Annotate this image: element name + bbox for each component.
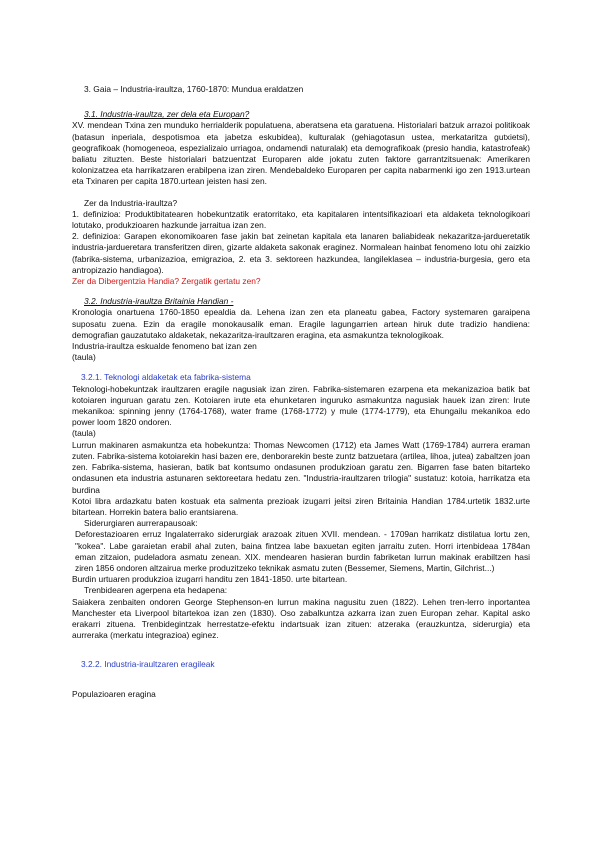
- section-3-2-1-paragraph-3: Kotoi libra ardazkatu baten kostuak eta salmenta prezioak izugarri jeitsi ziren Britainia Handian 1784.urtetik 1832.urte bitartean. Horrekin batera balio erantsiarena.: [72, 495, 530, 517]
- railway-subheading: Trenbidearen agerpena eta hedapena:: [84, 585, 228, 596]
- siderurgy-paragraph: Deforestazioaren erruz Ingalaterrako siderurgiak arazoak zituen XVII. mendean. - 1709an harrikatz distilatua lortu zen, "kokea". Labe garaietan erabil ahal zuten, baina fintzea labe baxuetan egiten jarraitu zuten. Horri irtenbideaa 1784an eman zitzaion, pudeladora asmatu zenean. XIX. mendearen hasieran burdin fabriketan lurrun makinak erabiltzen hasi ziren 1856 ondoren altzairua merke produzitzeko teknikak asmatu zuten (Bessemer, Siemens, Martin, Gilchrist...): [75, 529, 530, 573]
- railway-paragraph: Saiakera zenbaiten ondoren George Stephenson-en lurrun makina nagusitu zuen (1822). Lehen tren-lerro inportantea Manchester eta Liverpool bitartekoa izan zen (1830). Oso zabalkuntza azkarra izan zuen Europan zehar. Kapital asko erakarri zituena. Trenbidegintzak herrestatze-efektu indartsuak izan zituen: atzeraka (erauzkuntza, siderurgia) eta aurreraka (merkatu integrazioa) eginez.: [72, 596, 530, 641]
- section-3-1-paragraph: XV. mendean Txina zen munduko herrialderik populatuena, aberatsena eta garatuena. Historialari batzuk arrazoi politikoak (batasun inperiala, despotismoa eta jabetza eskubidea), kulturalak (gehiagotasun ustea, merkataritza gutxietsi), geografikoak (homogeneoa, espezializaio urriagoa, ondamendi naturalak) eta demografikoak (presio handia, katastrofeak) baliatu zituzten. Beste historialari batzuentzat Europaren alde jokatu zuten faktore garrantzitsuenak: Amerikaren kolonizatzea eta harrikatzaren erabilpena izan ziren. Mendebaldeko Europaren per capita nabarmenki igo zen 1913.urtean eta Txinaren per capita 1870.urtean jeisten hasi zen.: [72, 120, 530, 187]
- question-heading: Zer da Industria-iraultza?: [84, 197, 178, 208]
- section-3-2-1-paragraph-2: Lurrun makinaren asmakuntza eta hobekuntza: Thomas Newcomen (1712) eta James Watt (1769-1784) aurrera eraman zuten. Fabrika-sistema kotoiarekin hasi bazen ere, denborarekin beste zuntz batzuetara (artilea, lihoa, jutea) zabaltzen joan zen. Fabrika-sistema, hasieran, batik bat kontsumo ondasunen produkzioan garatu zen. Bigarren fase baten bitarteko ondasunen eta industria astunaren sektoreetara hedatu zen. "Industria-iraultzaren trilogia" sustatuz: kotoia, harrikatza eta burdina: [72, 439, 530, 495]
- population-subheading: Populazioaren eragina: [72, 688, 156, 699]
- definition-2: 2. definizioa: Garapen ekonomikoaren fase jakin bat zeinetan kapitala eta lanaren baliabideak nekazaritza-jardueretatik industria-jardueretara transferitzen diren, gizarte aldaketa sakonak eraginez. Normalean hainbat fenomeno lotu ohi zaizkio (fabrika-sistema, urbanizazioa, emigrazioa, 2. eta 3. sektoreen hazkundea, langileklasea – industria-burgesia, gero eta antropizazio handiagoa).: [72, 231, 530, 275]
- section-3-2-line: Industria-iraultza eskualde fenomeno bat izan zen: [72, 341, 257, 352]
- definition-1: 1. definizioa: Produktibitatearen hobekuntzatik eratorritako, eta kapitalaren intentsifikazioari eta aldaketa teknologikoari lotutako, produkzioaren hazkunde jarraitua izan zen.: [72, 208, 530, 231]
- chapter-title: 3. Gaia – Industria-iraultza, 1760-1870: Mundua eraldatzen: [84, 84, 304, 94]
- section-3-2-paragraph: Kronologia onartuena 1760-1850 epealdia da. Lehena izan zen eta planeatu gabea, Factory systemaren garaipena suposatu zuena. Ezin da eragile monokausalik eman. Eragile lagungarrien artean hiruk dute tradizio handiena: demografian gauzatutako aldaketak, nekazaritza-iraultzaren eragina, eta asmakuntza teknologikoak.: [72, 307, 530, 340]
- siderurgy-subheading: Siderurgiaren aurrerapausoak:: [84, 518, 198, 529]
- section-3-2-2-heading: 3.2.2. Industria-iraultzaren eragileak: [81, 659, 215, 670]
- document-body: [72, 84, 530, 700]
- section-3-2-heading: 3.2. Industria-iraultza Britainia Handian -: [84, 296, 234, 307]
- table-placeholder: (taula): [72, 428, 96, 439]
- red-question: Zer da Dibergentzia Handia? Zergatik gertatu zen?: [72, 276, 261, 287]
- section-3-2-1-heading: 3.2.1. Teknologi aldaketak eta fabrika-sistema: [81, 372, 251, 383]
- iron-production-line: Burdin urtuaren produkzioa izugarri handitu zen 1841-1850. urte bitartean.: [72, 574, 348, 585]
- section-3-2-1-paragraph-1: Teknologi-hobekuntzak iraultzaren eragile nagusiak izan ziren. Fabrika-sistemaren ezarpena eta mekanizazioa batik bat kotoiaren inguruan garatu zen. Kotoiaren irute eta ehunketaren inguruko asmakuntza nagusiak hauek izan ziren: Irute mekanikoa: spinning jenny (1764-1768), water frame (1768-1772) y mule (1774-1779), eta Ehungailu mekanikoa edo power loom 1820 ondoren.: [72, 383, 530, 428]
- table-placeholder: (taula): [72, 352, 96, 363]
- section-3-1-heading: 3.1. Industria-iraultza, zer dela eta Europan?: [84, 109, 250, 120]
